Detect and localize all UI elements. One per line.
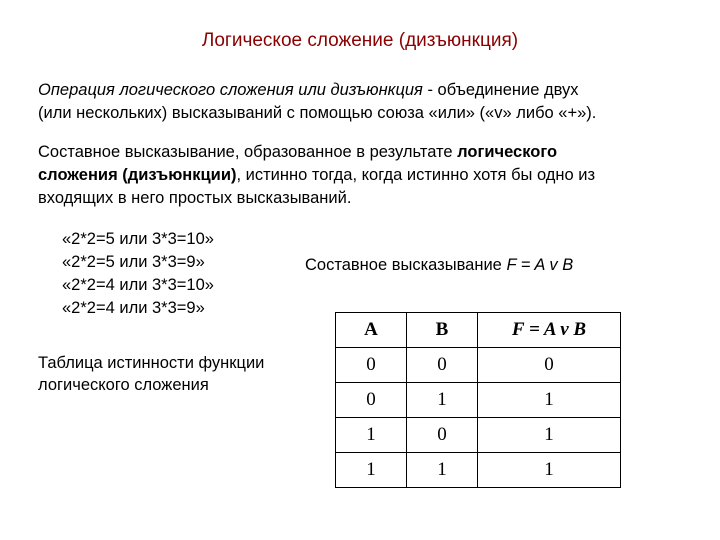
cell-f: 0 [478,348,621,383]
examples-list [62,228,214,320]
definition-paragraph [38,79,678,125]
compound-line-2 [38,164,678,187]
slide-title: Логическое сложение (дизъюнкция) [201,30,519,51]
definition-line-2: (или нескольких) высказываний с помощью союза «или» («v» либо «+»). [38,104,597,122]
definition-line-1 [38,79,678,102]
compound-line-2-rest: , истинно тогда, когда истинно хотя бы одно из [236,166,596,184]
formula-prefix: Составное высказывание [305,256,507,274]
table-caption [38,352,264,396]
cell-f: 1 [478,383,621,418]
compound-line-1 [38,141,678,164]
cell-b: 1 [407,383,478,418]
compound-bold-term-2: сложения (дизъюнкции) [38,166,237,184]
header-a: A [336,313,407,348]
header-b: B [407,313,478,348]
example-item: «2*2=4 или 3*3=10» [62,276,214,294]
cell-f: 1 [478,418,621,453]
example-item: «2*2=5 или 3*3=9» [62,253,205,271]
compound-line-3: входящих в него простых высказываний. [38,189,352,207]
cell-a: 0 [336,383,407,418]
example-item: «2*2=5 или 3*3=10» [62,230,214,248]
cell-b: 0 [407,418,478,453]
cell-a: 1 [336,418,407,453]
table-caption-line-1: Таблица истинности функции [38,354,265,372]
cell-f: 1 [478,453,621,488]
formula-statement [305,256,573,275]
table-row [336,348,621,383]
cell-b: 1 [407,453,478,488]
table-row [336,383,621,418]
table-row [336,418,621,453]
cell-a: 0 [336,348,407,383]
truth-table [335,312,621,488]
definition-term: Операция логического сложения или дизъюнкция [38,81,423,99]
definition-line-1-rest: - объединение двух [422,81,579,99]
compound-line-1-start: Составное высказывание, образованное в результате [38,143,458,161]
formula-expression: F = A v B [506,256,574,274]
compound-paragraph [38,141,678,210]
table-caption-line-2: логического сложения [38,376,209,394]
compound-bold-term-1: логического [457,143,558,161]
example-item: «2*2=4 или 3*3=9» [62,299,205,317]
header-f: F = A v B [478,313,621,348]
table-row [336,453,621,488]
truth-table-header-row [336,313,621,348]
cell-b: 0 [407,348,478,383]
cell-a: 1 [336,453,407,488]
